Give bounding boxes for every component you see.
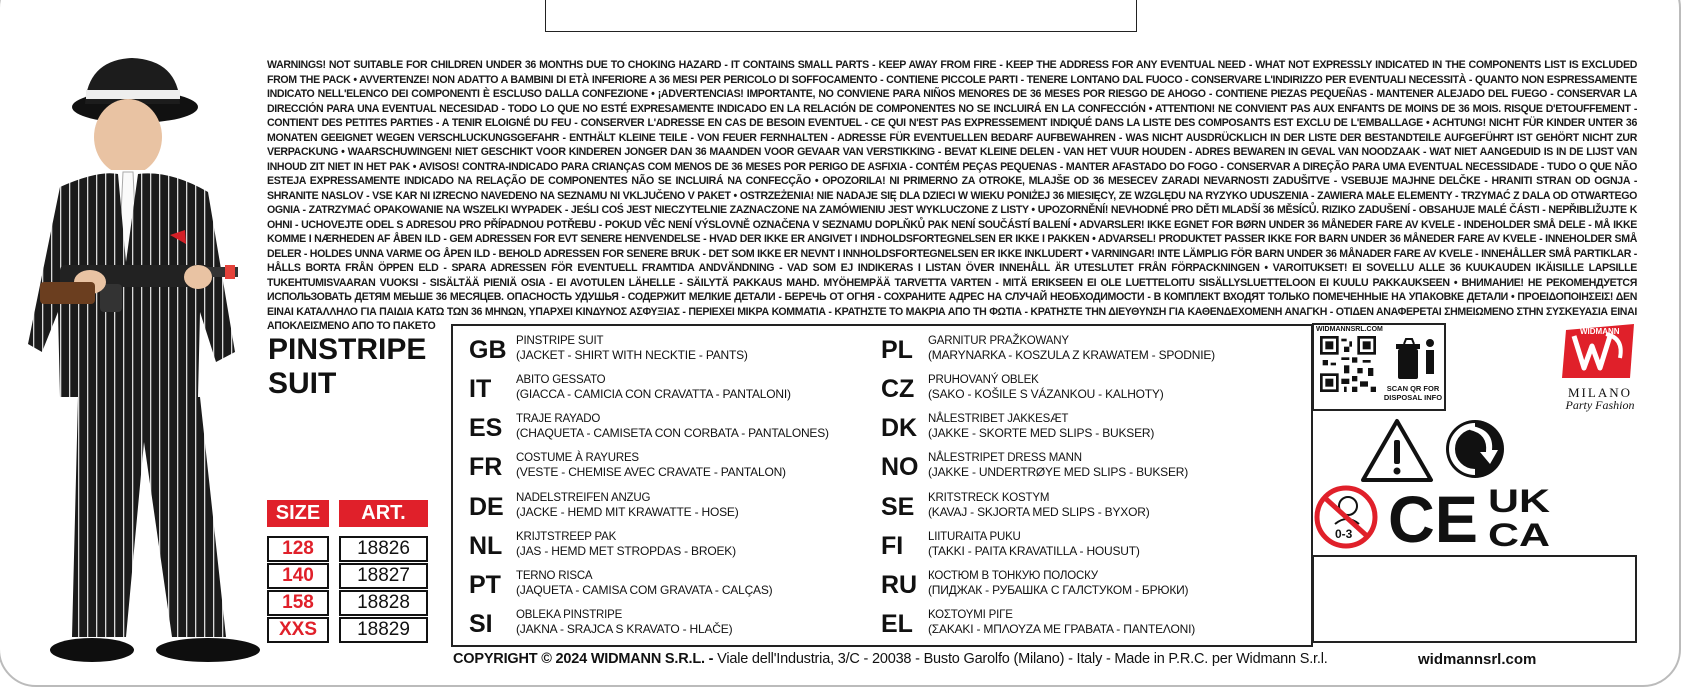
size-value: 140 <box>267 563 329 589</box>
language-code: GB <box>469 336 507 364</box>
size-value: XXS <box>267 617 329 643</box>
language-code: CZ <box>881 375 915 403</box>
product-title-line-2: SUIT <box>268 367 337 400</box>
copyright-company: COPYRIGHT © 2024 WIDMANN S.R.L. - <box>453 651 714 667</box>
language-code: NL <box>469 532 503 560</box>
language-code: DK <box>881 414 918 442</box>
qr-caption: SCAN QR FOR DISPOSAL INFO <box>1383 384 1443 402</box>
language-product-name: OBLEKA PINSTRIPE <box>516 609 623 621</box>
table-row <box>267 590 428 616</box>
widmann-logo-text: WIDMANN <box>1580 327 1620 336</box>
language-contents: (JACKET - SHIRT WITH NECKTIE - PANTS) <box>516 348 748 362</box>
language-contents: (CHAQUETA - CAMISETA CON CORBATA - PANTALONES) <box>516 426 829 440</box>
language-contents: (ΣΑΚΑΚΙ - ΜΠΛΟΥΖΑ ΜΕ ΓΡΑΒΑΤΑ - ΠΑΝΤΕΛΟΝΙ) <box>928 622 1195 636</box>
language-contents: (MARYNARKA - KOSZULA Z KRAWATEM - SPODNIE) <box>928 348 1215 362</box>
language-code: FR <box>469 453 503 481</box>
language-code: SI <box>469 610 493 638</box>
language-product-name: COSTUME À RAYURES <box>516 452 639 464</box>
age-badge-text: 0-3 <box>1335 527 1353 541</box>
table-row <box>267 617 428 643</box>
copyright-line <box>453 651 1328 667</box>
warning-triangle-icon <box>1360 418 1434 483</box>
language-product-name: PRUHOVANÝ OBLEK <box>928 374 1039 386</box>
language-contents: (VESTE - CHEMISE AVEC CRAVATE - PANTALON) <box>516 465 786 479</box>
language-product-name: KRIJTSTREEP PAK <box>516 531 617 543</box>
language-contents: (GIACCA - CAMICIA CON CRAVATTA - PANTALONI) <box>516 387 791 401</box>
widmann-logo <box>1560 322 1640 382</box>
language-product-name: KRITSTRECK KOSTYM <box>928 492 1050 504</box>
art-value: 18827 <box>339 563 428 589</box>
art-value: 18826 <box>339 536 428 562</box>
qr-code-icon <box>1320 336 1376 392</box>
recycle-bin-icon <box>1394 335 1440 383</box>
language-product-name: LIITURAITA PUKU <box>928 531 1021 543</box>
language-product-name: ABITO GESSATO <box>516 374 606 386</box>
language-code: PT <box>469 571 501 599</box>
table-row <box>267 563 428 589</box>
top-window-cutout <box>545 0 1137 32</box>
language-contents: (JAQUETA - CAMISA COM GRAVATA - CALÇAS) <box>516 583 773 597</box>
language-contents: (JAKKE - UNDERTRØYE MED SLIPS - BUKSER) <box>928 465 1189 479</box>
disposal-qr-box <box>1312 323 1446 411</box>
language-code: RU <box>881 571 918 599</box>
language-product-name: TRAJE RAYADO <box>516 413 601 425</box>
language-product-name: ΚΟΣΤΟΥΜΙ ΡΙΓΕ <box>928 609 1013 621</box>
ce-icon <box>1388 486 1478 546</box>
ukca-line-1: UK <box>1488 484 1550 519</box>
ukca-icon <box>1488 484 1552 548</box>
size-header: SIZE <box>267 500 329 527</box>
language-code: IT <box>469 375 492 403</box>
copyright-address: Viale dell'Industria, 3/C - 20038 - Busto Garolfo (Milano) - Italy - Made in P.R.C. per Widmann S.r.l. <box>713 651 1328 667</box>
language-code: DE <box>469 493 504 521</box>
safety-warnings-text: WARNINGS! NOT SUITABLE FOR CHILDREN UNDER 36 MONTHS DUE TO CHOKING HAZARD - IT CONTAINS SMALL PARTS - KEEP AWAY FROM FIRE - KEEP THE ADDRESS FOR ANY EVENTUAL NEED - WHAT NOT EXPRESSLY INDICATED IN THE COMPONENTS LIST IS EXCLUDED FROM THE PACK • AVVERTENZE! NON ADATTO A BAMBINI DI ETÀ INFERIORE A 36 MESI PER PERICOLO DI SOFFOCAMENTO - CONTIENE PICCOLE PARTI - TENERE LONTANO DAL FUOCO - CONSERVARE L'INDIRIZZO PER EVENTUALI NECESSITÀ - QUANTO NON ESPRESSAMENTE INDICATO NELL'ELENCO DEI COMPONENTI È ESCLUSO DALLA CONFEZIONE • ¡ADVERTENCIAS! IMPORTANTE, NO CONVIENE PARA NIÑOS MENORES DE 36 MESES POR RIESGO DE AHOGO - CONTIENE PIEZAS PEQUEÑAS - MANTENER ALEJADO DEL FUEGO - CONSERVAR LA DIRECCIÓN PARA UNA EVENTUAL NECESIDAD - TODO LO QUE NO ESTÉ EXPRESAMENTE INDICADO EN LA RELACIÓN DE COMPONENTES NO SE INCLUIRÁ EN LA CONFECCIÓN • ATTENTION! NE CONVIENT PAS AUX ENFANTS DE MOINS DE 36 MOIS. RISQUE D'ETOUFFEMENT - CONTIENT DES PETITES PARTIES - A TENIR ELOIGNÉ DU FEU - CONSERVER L'ADRESSE EN CAS DE BESOIN EVENTUEL - CE QUI N'EST PAS EXPRESSEMENT INDIQUÉ DANS LA LISTE DES COMPOSANTS EST EXCLU DE L'EMBALLAGE • ACHTUNG! NICHT FÜR KINDER UNTER 36 MONATEN GEEIGNET WEGEN VERSCHLUCKUNGSGEFAHR - ENTHÄLT KLEINE TEILE - VON FEUER FERNHALTEN - ADRESSE FÜR EVENTUELLEN BEDARF AUFBEWAHREN - WAS NICHT AUSDRÜCKLICH IN DER LISTE DER BESTANDTEILE AUFGEFÜHRT IST GEHÖRT NICHT ZUR VERPACKUNG • WAARSCHUWINGEN! NIET GESCHIKT VOOR KINDEREN JONGER DAN 36 MAANDEN VOOR GEVAAR VAN VERSTIKKING - BEVAT KLEINE DELEN - VAN HET VUUR HOUDEN - ADRES BEWAREN IN GEVAL VAN NOODZAAK - WAT NIET AANGEDUID IS IN DE LIJST VAN INHOUD ZIT NIET IN HET PAK • AVISOS! CONTRA-INDICADO PARA CRIANÇAS COM MENOS DE 36 MESES POR PERIGO DE ASFIXIA - CONTÉM PEÇAS PEQUENAS - MANTER AFASTADO DO FOGO - CONSERVAR A DIREÇÃO PARA UMA EVENTUAL NECESSIDADE - TUDO O QUE NÃO ESTEJA EXPRESSAMENTE INDICADO NA RELAÇÃO DE COMPONENTES NÃO SE INCLUIRÁ NA CONFECÇÃO • OPOZORILA! NI PRIMERNO ZA OTROKE, MLAJŠE OD 36 MESECEV ZARADI NEVARNOSTI ZADUŠITVE - VSEBUJE MAJHNE DELČKE - HRANITI STRAN OD OGNJA - SHRANITE NASLOV - VSE KAR NI IZRECNO NAVEDENO NA SEZNAMU NI VKLJUČENO V PAKET • OSTRZEŻENIA! NIE NADAJE SIĘ DLA DZIECI W WIEKU PONIŻEJ 36 MIESIĘCY, ZE WZGLĘDU NA RYZYKO UDUSZENIA - ZAWIERA MAŁE ELEMENTY - TRZYMAĆ Z DALA OD OTWARTEGO OGNIA - ZATRZYMAĆ OPAKOWANIE NA WSZELKI WYPADEK - JEŚLI COŚ JEST NIECZYTELNIE ZAZNACZONE NA ZAMÓWIENIU JEST WYKLUCZONE Z LISTY • UPOZORNĚNÍ! NEVHODNÉ PRO DĚTI MLADŠÍ 36 MĚSÍCŮ. RIZIKO ZADUŠENÍ - OBSAHUJE MALÉ ČÁSTI - NEPŘIBLIŽUJTE K OHNI - UCHOVEJTE ODEL S ADRESOU PRO PŘÍPADNOU POTŘEBU - POKUD VĚC NENÍ VÝSLOVNĚ OZNAČENA V SEZNAMU DOPLŇKŮ PAK NENÍ SOUČÁSTÍ BALENÍ • ADVARSLER! IKKE EGNET FOR BØRN UNDER 36 MÅNEDER FARE AV KVELE - INDEHOLDER SMÅ DELE - MÅ IKKE KOMME I NÆRHEDEN AF ÅBEN ILD - GEM ADRESSEN FOR EVT SENERE HENVENDELSE - HVAD DER IKKE ER ANGIVET I INDHOLDSFORTEGNELSEN ER IKKE I PAKKEN • ADVARSEL! PRODUKTET PASSER IKKE FOR BARN UNDER 36 MÅNEDER FARE AV KVELE - INNEHOLDER SMÅ DELER - HOLDES UNNA VARME OG ÅPEN ILD - BEHOLD ADRESSEN FOR SENERE BRUK - DET SOM IKKE ER NEVNT I INNHOLDSFORTEGNELSEN ER IKKE INKLUDERT • VARNINGAR! INTE LÄMPLIG FÖR BARN UNDER 36 MÅNADER FARE AV KVELE - INNEHÅLLER SMÅ PARTIKLAR - HÅLLS BORTA FRÅN ÖPPEN ELD - SPARA ADRESSEN FÖR EVENTUELL FRAMTIDA ANDVÄNDNING - VAD SOM EJ INDIKERAS I LISTAN ÖVER INNEHÅLL ÄR UTESLUTET FRÅN FÖRPACKNINGEN • VAROITUKSET! EI SOVELLU ALLE 36 KUUKAUDEN IKÄISILLE LAPSILLE TUKEHTUMISVAARAN VUOKSI - SISÄLTÄÄ PIENIÄ OSIA - EI AVOTULEN LÄHELLE - SÄILYTÄ PAKKAUS MAHD. MYÖHEMPÄÄ TARVETTA VARTEN - MITÄ ERIKSEEN EI OLE LUETTELOITU SISÄLLYSLUETTELOON EI KUULU PAKKAUKSEEN • ВНИМАНИЕ! НЕ РЕКОМЕНДУЕТСЯ ИСПОЛЬЗОВАТЬ ДЕТЯМ МЕЬШЕ 36 МЕСЯЦЕВ. ОПАСНОСТЬ УДУШЬЯ - СОДЕРЖИТ МЕЛКИЕ ДЕТАЛИ - БЕРЕЧЬ ОТ ОГНЯ - СОХРАНИТЕ АДРЕС НА СЛУЧАЙ НЕОБХОДИМОСТИ - В КОМПЛЕКТ ВХОДЯТ ТОЛЬКО ПОМЕЧЕННЫЕ НА УПАКОВКЕ ДЕТАЛИ • ΠΡΟΕΙΔΟΠΟΙΗΣΕΙΣ! ΔΕΝ ΕΙΝΑΙ ΚΑΤΑΛΛΗΛΟ ΓΙΑ ΠΑΙΔΙΑ ΚΑΤΩ ΤΩΝ 36 ΜΗΝΩΝ, ΥΠΑΡΧΕΙ ΚΙΝΔΥΝΟΣ ΑΣΦΥΞΙΑΣ - ΠΕΡΙΕΧΕΙ ΜΙΚΡΑ ΚΟΜΜΑΤΙΑ - ΚΡΑΤΗΣΤΕ ΤΟ ΜΑΚΡΙΑ ΑΠΟ ΤΗ ΦΩΤΙΑ - ΚΡΑΤΗΣΤΕ ΤΗΝ ΔΙΕΥΘΥΝΣΗ ΓΙΑ ΚΑΘΕΝΔΕΧΟΜΕΝΗ ΑΝΑΓΚΗ - ΟΤΙΔΕΝ ΑΝΑΦΕΡΕΤΑΙ ΣΗΜΕΙΩΜΕΝΟ ΣΤΗΝ ΣΥΣΚΕΥΑΣΙΑ ΕΙΝΑΙ ΑΠΟΚΛΕΙΣΜΕΝΟ ΑΠΟ ΤΟ ΠΑΚΕΤΟ <box>267 59 1637 332</box>
language-contents: (JAS - HEMD MET STROPDAS - BROEK) <box>516 544 736 558</box>
language-product-name: GARNITUR PRAŽKOWANY <box>928 335 1069 347</box>
language-contents: (ПИДЖАК - РУБАШКА С ГАЛСТУКОМ - БРЮКИ) <box>928 583 1189 597</box>
size-table-header <box>267 500 428 527</box>
size-table <box>267 500 428 644</box>
boy-costume-photo <box>20 52 290 667</box>
language-code: FI <box>881 532 904 560</box>
language-product-name: КОСТЮМ В ТОНКУЮ ПОЛОСКУ <box>928 570 1098 582</box>
website-url: widmannsrl.com <box>1418 651 1537 668</box>
qr-label: WIDMANNSRL.COM <box>1316 326 1383 333</box>
language-code: SE <box>881 493 915 521</box>
product-title-line-1: PINSTRIPE <box>268 333 427 366</box>
language-contents: (JAKKE - SKORTE MED SLIPS - BUKSER) <box>928 426 1155 440</box>
language-contents: (JACKE - HEMD MIT KRAWATTE - HOSE) <box>516 505 739 519</box>
recycle-icon <box>1444 418 1506 480</box>
translations-box <box>451 324 1313 647</box>
art-value: 18828 <box>339 590 428 616</box>
size-value: 158 <box>267 590 329 616</box>
language-product-name: NÅLESTRIPET DRESS MANN <box>928 452 1082 464</box>
language-product-name: TERNO RISCA <box>516 570 593 582</box>
language-product-name: NÅLESTRIBET JAKKESÆT <box>928 413 1069 425</box>
language-code: NO <box>881 453 919 481</box>
ce-mark-text: CE <box>1388 486 1478 546</box>
language-contents: (JAKNA - SRAJCA S KRAVATO - HLAČE) <box>516 622 733 636</box>
art-value: 18829 <box>339 617 428 643</box>
brand-city: MILANO <box>1568 385 1632 400</box>
language-contents: (SAKO - KOŠILE S VÁZANKOU - KALHOTY) <box>928 387 1164 401</box>
ukca-line-2: CA <box>1488 517 1550 548</box>
blank-label-area <box>1312 555 1637 643</box>
size-value: 128 <box>267 536 329 562</box>
table-row <box>267 536 428 562</box>
not-for-under-3-icon <box>1313 484 1379 550</box>
language-code: ES <box>469 414 503 442</box>
brand-tagline: Party Fashion <box>1565 398 1635 412</box>
language-code: PL <box>881 336 913 364</box>
language-code: EL <box>881 610 913 638</box>
language-contents: (TAKKI - PAITA KRAVATILLA - HOUSUT) <box>928 544 1140 558</box>
product-title <box>268 333 426 401</box>
language-product-name: PINSTRIPE SUIT <box>516 335 604 347</box>
language-product-name: NADELSTREIFEN ANZUG <box>516 492 651 504</box>
language-contents: (KAVAJ - SKJORTA MED SLIPS - BYXOR) <box>928 505 1150 519</box>
art-header: ART. <box>339 500 428 527</box>
